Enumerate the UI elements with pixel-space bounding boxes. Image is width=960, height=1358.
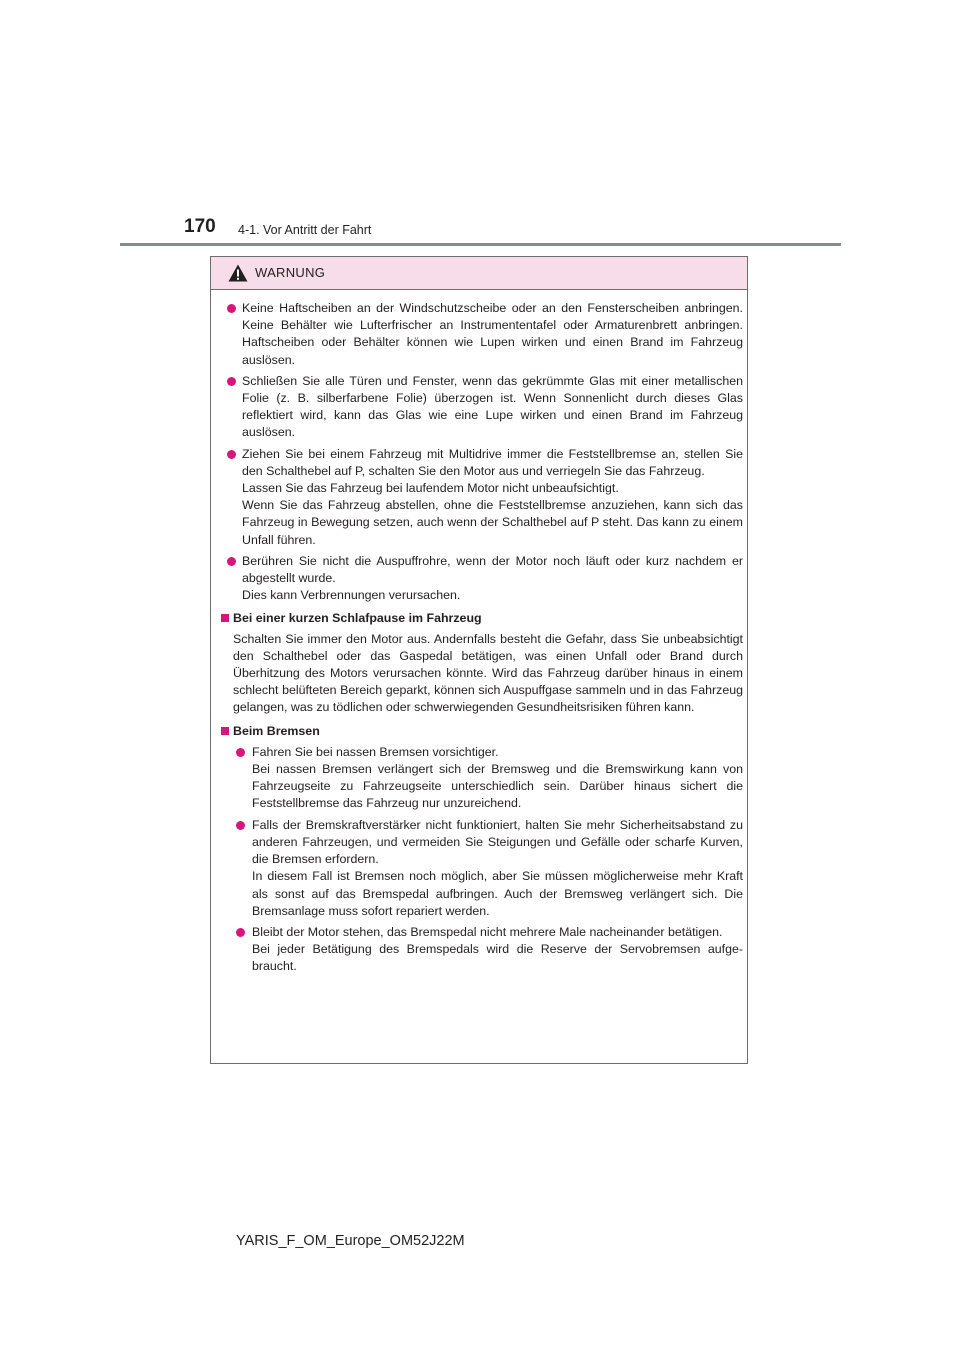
bullet-dot-icon — [227, 557, 236, 566]
section-braking — [221, 723, 743, 740]
bullet-text: Bleibt der Motor stehen, das Bremspedal nicht mehrere Male nacheinander betätigen. Bei jeder Betätigung des Bremspedals wird die Reserve der Servobremsen aufgebraucht. — [252, 924, 743, 974]
braking-bullet — [231, 924, 743, 976]
bullet-text: Keine Haftscheiben an der Windschutzscheibe oder an den Fensterscheiben anbringen. Keine Behälter wie Lufterfrischer an Instrumententafel oder Armaturenbrett anbringen. Haftscheiben oder Behälter können wie Lupen wirken und einen Brand im Fahrzeug auslösen. — [242, 301, 743, 367]
braking-bullet — [231, 817, 743, 920]
section-heading: Bei einer kurzen Schlafpause im Fahrzeug — [233, 611, 482, 626]
section-text: Schalten Sie immer den Motor aus. Andernfalls besteht die Gefahr, dass Sie unbeabsichtigt den Schalthebel oder das Gaspedal betätigen, was einen Unfall oder Brand durch Überhitzung des Motors verursachen könnte. Wird das Fahrzeug darüber hinaus in einem schlecht belüfteten Bereich geparkt, können sich Auspuffgase sammeln und in das Fahrzeug gelangen, was zu tödlichen oder schwerwiegenden Gesundheitsrisiken führen kann. — [233, 631, 743, 715]
warning-bullet — [221, 373, 743, 442]
bullet-dot-icon — [236, 748, 245, 757]
warning-bullet — [221, 446, 743, 549]
warning-bullet — [221, 300, 743, 369]
section-square-icon — [221, 614, 229, 622]
warning-title: WARNUNG — [255, 265, 326, 280]
warning-body — [221, 300, 743, 980]
bullet-dot-icon — [227, 377, 236, 386]
bullet-text: Schließen Sie alle Türen und Fenster, wenn das gekrümmte Glas mit einer metallischen Folie (z. B. silberfarbene Folie) überzogen ist. Wenn Sonnenlicht durch dieses Glas reflektiert wird, kann das Glas wie eine Lupe wirken und einen Brand im Fahrzeug auslösen. — [242, 373, 743, 440]
bullet-dot-icon — [227, 450, 236, 459]
warning-bullet — [221, 553, 743, 605]
section-title: 4-1. Vor Antritt der Fahrt — [238, 223, 372, 237]
warning-box — [210, 256, 748, 1064]
warning-triangle-icon — [228, 264, 248, 282]
warning-header — [211, 257, 747, 290]
section-sleep-break — [221, 610, 743, 716]
section-square-icon — [221, 727, 229, 735]
section-heading: Beim Bremsen — [233, 723, 320, 738]
page-number: 170 — [184, 216, 216, 237]
bullet-dot-icon — [236, 821, 245, 830]
bullet-dot-icon — [227, 304, 236, 313]
bullet-dot-icon — [236, 928, 245, 937]
bullet-text: Berühren Sie nicht die Auspuffrohre, wenn der Motor noch läuft oder kurz nachdem er abgestellt wurde. Dies kann Verbrennungen verursachen. — [242, 553, 743, 603]
bullet-text: Ziehen Sie bei einem Fahrzeug mit Multidrive immer die Feststellbremse an, stellen Sie den Schalthebel auf P, schalten Sie den Motor aus und verriegeln Sie das Fahrzeug. Lassen Sie das Fahrzeug bei laufendem Motor nicht unbeaufsichtigt. Wenn Sie das Fahrzeug abstellen, ohne die Feststellbremse anzuziehen, kann sich das Fahrzeug in Bewegung setzen, auch wenn der Schalthebel auf P steht. Das kann zu einem Unfall führen. — [242, 446, 743, 547]
bullet-text: Fahren Sie bei nassen Bremsen vorsichtiger. Bei nassen Bremsen verlängert sich der Bremsweg und die Bremswirkung kann von Fahrzeugseite zu Fahrzeugseite unterschiedlich sein. Darüber hinaus sichert die Feststellbremse das Fahrzeug nur unzureichend. — [252, 744, 743, 811]
braking-bullet — [231, 744, 743, 813]
header-rule — [120, 243, 841, 246]
footer-code: YARIS_F_OM_Europe_OM52J22M — [236, 1233, 465, 1249]
bullet-text: Falls der Bremskraftverstärker nicht funktioniert, halten Sie mehr Sicherheitsabstand zu anderen Fahrzeugen, und vermeiden Sie Steigungen und Gefälle oder scharfe Kurven, die Bremsen erfordern. In diesem Fall ist Bremsen noch möglich, aber Sie müssen möglicherweise mehr Kraft als sonst auf das Bremspedal aufbringen. Auch der Bremsweg verlängert sich. Die Bremsanlage muss sofort repariert werden. — [252, 817, 743, 918]
